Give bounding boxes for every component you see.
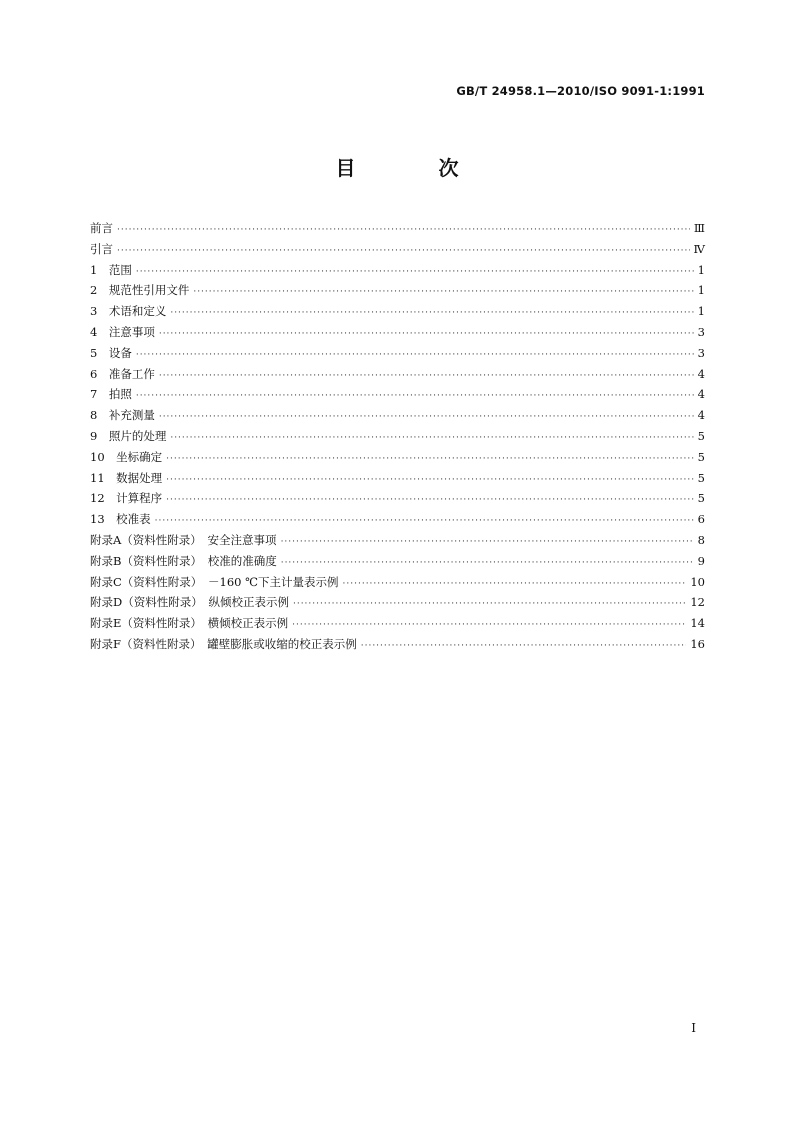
toc-dot-leader — [117, 241, 690, 262]
toc-entry[interactable] — [90, 468, 705, 489]
toc-entry-label: 9 照片的处理 — [90, 428, 167, 443]
toc-entry[interactable] — [90, 426, 705, 447]
toc-dot-leader — [117, 220, 690, 241]
toc-dot-leader — [293, 594, 686, 615]
toc-entry-label: 11 数据处理 — [90, 470, 163, 485]
toc-dot-leader — [136, 345, 694, 366]
toc-entry[interactable] — [90, 447, 705, 468]
toc-dot-leader — [281, 532, 694, 553]
toc-entry[interactable] — [90, 592, 705, 613]
page-title: 目 次 — [335, 156, 497, 180]
toc-entry-label: 引言 — [90, 241, 113, 256]
toc-entry[interactable] — [90, 301, 705, 322]
toc-entry-page: 5 — [697, 428, 705, 443]
toc-entry[interactable] — [90, 364, 705, 385]
toc-entry-label: 附录A（资料性附录） 安全注意事项 — [90, 532, 277, 547]
toc-entry-page: 8 — [697, 532, 705, 547]
toc-entry-label: 附录B（资料性附录） 校准的准确度 — [90, 553, 277, 568]
toc-entry-page: 10 — [690, 574, 705, 589]
toc-entry-page: 14 — [690, 616, 705, 631]
toc-dot-leader — [166, 470, 694, 491]
toc-entry-label: 附录C（资料性附录） －160 ℃下主计量表示例 — [90, 574, 339, 589]
toc-entry[interactable] — [90, 634, 705, 655]
toc-entry[interactable] — [90, 530, 705, 551]
toc-entry-page: 5 — [697, 470, 705, 485]
toc-dot-leader — [170, 428, 693, 449]
toc-dot-leader — [159, 366, 694, 387]
toc-entry-page: 4 — [697, 387, 705, 402]
page-number: I — [691, 1021, 696, 1035]
toc-dot-leader — [159, 324, 694, 345]
toc-entry[interactable] — [90, 509, 705, 530]
toc-entry[interactable] — [90, 488, 705, 509]
toc-entry[interactable] — [90, 613, 705, 634]
toc-entry-page: 3 — [697, 324, 705, 339]
toc-entry-page: Ⅳ — [693, 241, 705, 256]
toc-entry-label: 7 拍照 — [90, 387, 132, 402]
toc-entry-page: 1 — [697, 262, 705, 277]
toc-entry-label: 附录F（资料性附录） 罐壁膨胀或收缩的校正表示例 — [90, 636, 357, 651]
toc-entry-page: 5 — [697, 449, 705, 464]
toc-dot-leader — [166, 490, 694, 511]
toc-entry-page: 6 — [697, 512, 705, 527]
toc-entry[interactable] — [90, 239, 705, 260]
toc-entry-label: 13 校准表 — [90, 512, 151, 527]
toc-dot-leader — [292, 615, 686, 636]
toc-entry[interactable] — [90, 260, 705, 281]
toc-entry[interactable] — [90, 405, 705, 426]
toc-entry-label: 8 补充测量 — [90, 408, 155, 423]
toc-entry-label: 6 准备工作 — [90, 366, 155, 381]
toc-dot-leader — [159, 407, 694, 428]
toc-entry-label: 3 术语和定义 — [90, 304, 167, 319]
toc-dot-leader — [343, 574, 687, 595]
standard-code-header: GB/T 24958.1—2010/ISO 9091-1:1991 — [456, 84, 705, 98]
toc-entry[interactable] — [90, 322, 705, 343]
toc-entry-label: 附录E（资料性附录） 横倾校正表示例 — [90, 616, 289, 631]
toc-dot-leader — [170, 303, 693, 324]
toc-entry-page: 1 — [697, 283, 705, 298]
toc-entry-label: 2 规范性引用文件 — [90, 283, 190, 298]
toc-entry-label: 4 注意事项 — [90, 324, 155, 339]
toc-entry-label: 5 设备 — [90, 345, 132, 360]
toc-entry-label: 12 计算程序 — [90, 491, 163, 506]
toc-entry[interactable] — [90, 343, 705, 364]
toc-entry-page: 12 — [690, 595, 705, 610]
toc-entry-page: 1 — [697, 304, 705, 319]
toc-entry-label: 附录D（资料性附录） 纵倾校正表示例 — [90, 595, 289, 610]
toc-entry-page: 4 — [697, 408, 705, 423]
toc-entry-label: 10 坐标确定 — [90, 449, 163, 464]
toc-entry-page: 5 — [697, 491, 705, 506]
toc-entry[interactable] — [90, 218, 705, 239]
toc-entry[interactable] — [90, 384, 705, 405]
toc-dot-leader — [166, 449, 694, 470]
toc-entry-page: 3 — [697, 345, 705, 360]
toc-entry-label: 1 范围 — [90, 262, 132, 277]
table-of-contents — [90, 218, 705, 655]
toc-dot-leader — [136, 386, 694, 407]
toc-dot-leader — [361, 636, 687, 657]
toc-entry-page: 16 — [690, 636, 705, 651]
toc-entry[interactable] — [90, 572, 705, 593]
toc-entry-page: Ⅲ — [693, 221, 705, 235]
toc-entry[interactable] — [90, 280, 705, 301]
toc-entry-page: 4 — [697, 366, 705, 381]
toc-dot-leader — [193, 282, 693, 303]
toc-entry-page: 9 — [697, 553, 705, 568]
toc-dot-leader — [155, 511, 694, 532]
toc-dot-leader — [281, 553, 694, 574]
toc-dot-leader — [136, 262, 694, 283]
toc-entry-label: 前言 — [90, 221, 113, 235]
toc-entry[interactable] — [90, 551, 705, 572]
